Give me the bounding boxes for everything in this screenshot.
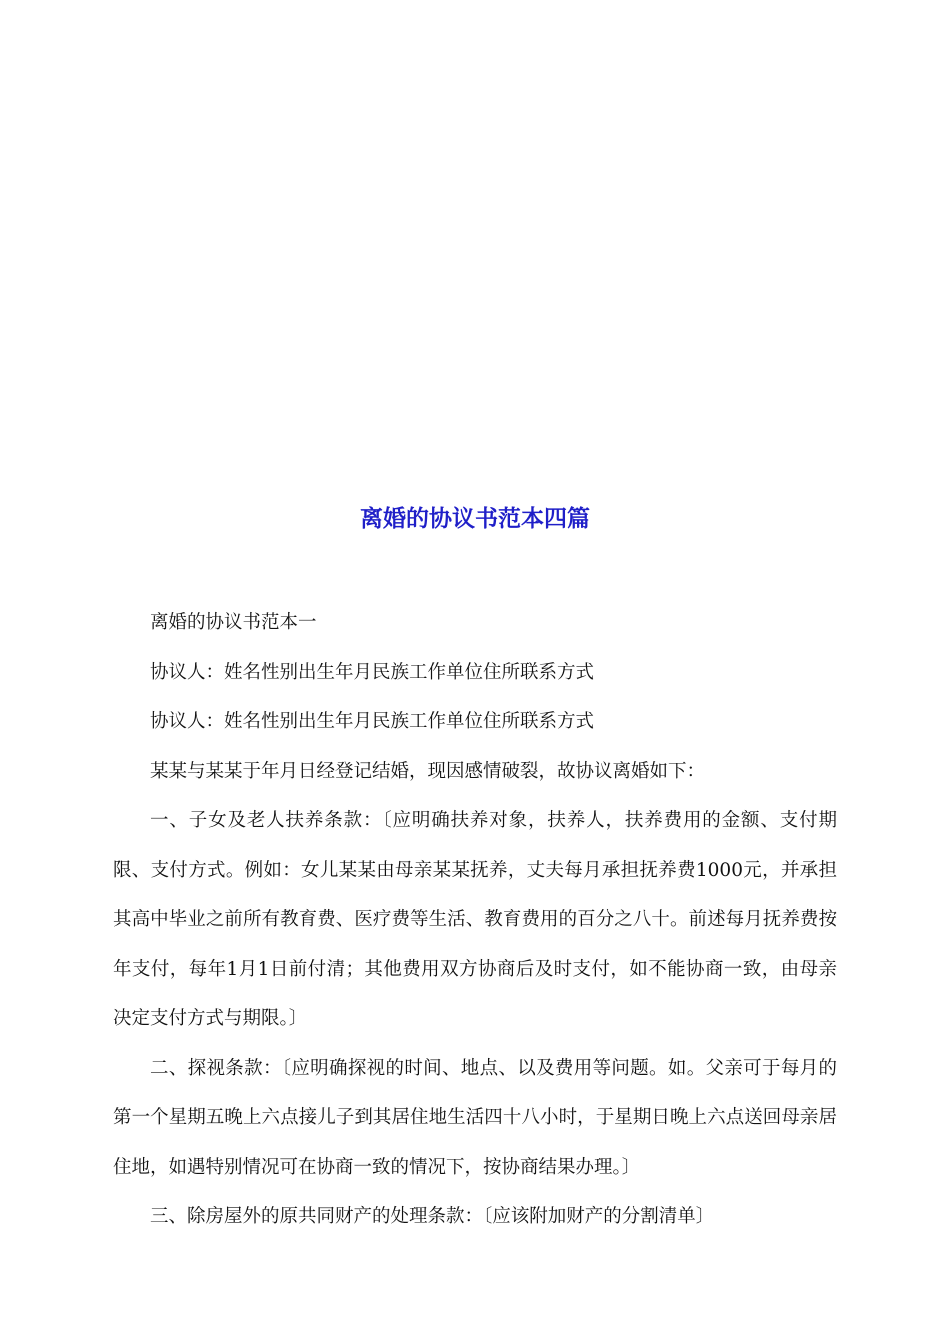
paragraph-intro: 某某与某某于年月日经登记结婚，现因感情破裂，故协议离婚如下： [150,760,706,782]
paragraph-heading: 离婚的协议书范本一 [150,612,317,633]
paragraph-party-2: 协议人：姓名性别出生年月民族工作单位住所联系方式 [150,711,595,732]
paragraph-clause-3: 三、除房屋外的原共同财产的处理条款：〔应该附加财产的分割清单〕 [150,1206,715,1227]
document-title: 离婚的协议书范本四篇 [360,506,590,533]
document-body [113,598,837,1242]
paragraph-clause-1: 一、子女及老人扶养条款：〔应明确扶养对象，扶养人，扶养费用的金额、支付期限、支付方式。例如：女儿某某由母亲某某抚养，丈夫每月承担抚养费1000元，并承担其高中毕业之前所有教育费、医疗费等生活、教育费用的百分之八十。前述每月抚养费按年支付，每年1月1日前付清；其他费用双方协商后及时支付，如不能协商一致，由母亲决定支付方式与期限。〕 [113,810,837,1029]
paragraph-party-1: 协议人：姓名性别出生年月民族工作单位住所联系方式 [150,661,595,683]
paragraph-clause-2: 二、探视条款：〔应明确探视的时间、地点、以及费用等问题。如。父亲可于每月的第一个星期五晚上六点接儿子到其居住地生活四十八小时，于星期日晚上六点送回母亲居住地，如遇特别情况可在协商一致的情况下，按协商结果办理。〕 [113,1057,837,1178]
